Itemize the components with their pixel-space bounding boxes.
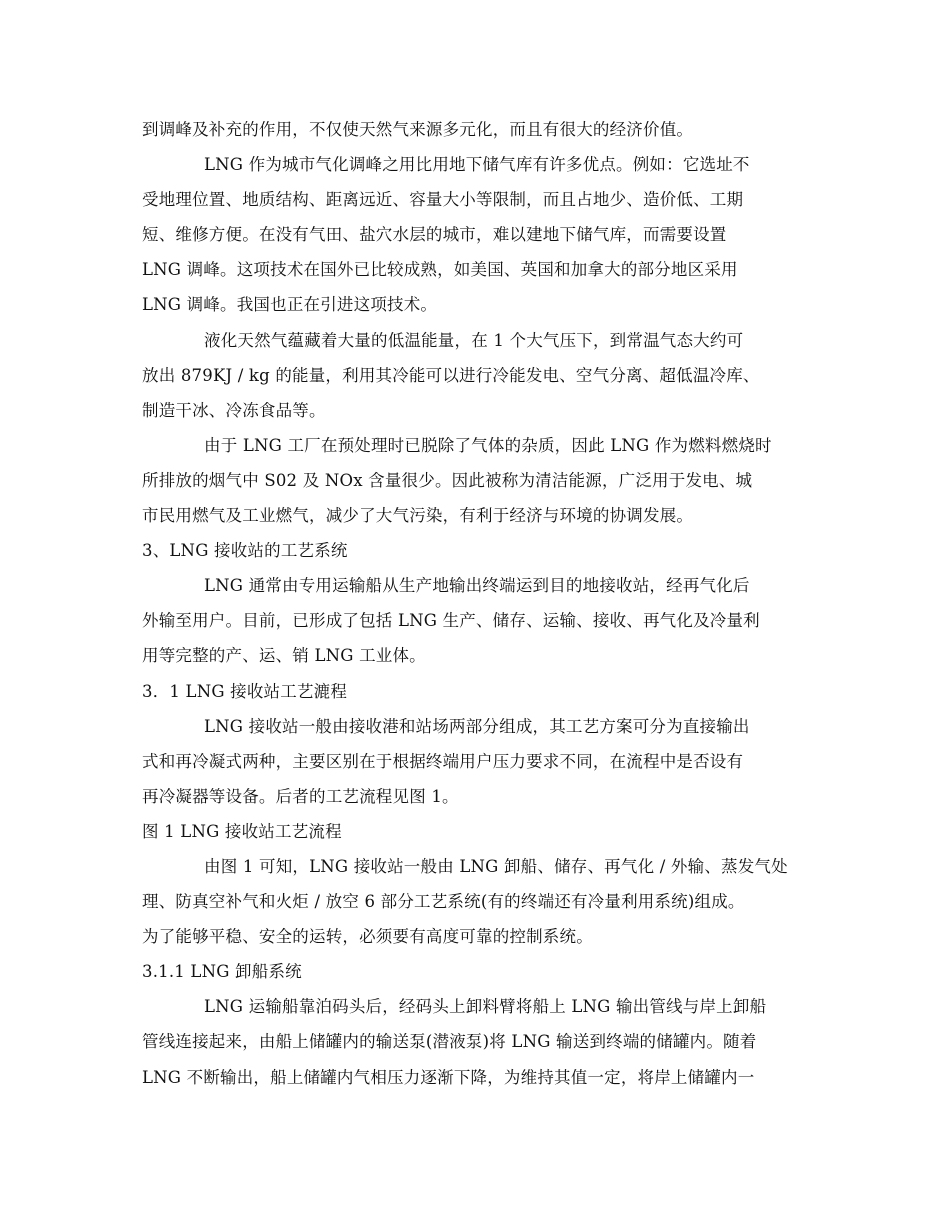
text-line: LNG 调峰。我国也正在引进这项技术。 bbox=[142, 295, 438, 315]
text-line: 用等完整的产、运、销 LNG 工业体。 bbox=[142, 646, 426, 666]
section-heading: 3、LNG 接收站的工艺系统 bbox=[142, 541, 348, 561]
text-line: LNG 调峰。这项技术在国外已比较成熟，如美国、英国和加拿大的部分地区采用 bbox=[142, 260, 738, 280]
text-line: 为了能够平稳、安全的运转，必须要有高度可靠的控制系统。 bbox=[142, 927, 593, 947]
text-line: LNG 通常由专用运输船从生产地输出终端运到目的地接收站，经再气化后 bbox=[204, 576, 750, 596]
text-line: LNG 作为城市气化调峰之用比用地下储气库有许多优点。例如：它选址不 bbox=[204, 155, 750, 175]
text-line: 所排放的烟气中 S02 及 NOx 含量很少。因此被称为清洁能源，广泛用于发电、城 bbox=[142, 470, 753, 490]
text-line: 受地理位置、地质结构、距离远近、容量大小等限制，而且占地少、造价低、工期 bbox=[142, 190, 744, 210]
text-line: 制造干冰、冷冻食品等。 bbox=[142, 400, 326, 420]
text-line: 市民用燃气及工业燃气，减少了大气污染，有利于经济与环境的协调发展。 bbox=[142, 506, 694, 526]
text-line: LNG 接收站一般由接收港和站场两部分组成，其工艺方案可分为直接输出 bbox=[204, 716, 750, 736]
text-line: 再冷凝器等设备。后者的工艺流程见图 1。 bbox=[142, 786, 459, 806]
text-line: 管线连接起来，由船上储罐内的输送泵(潜液泵)将 LNG 输送到终端的储罐内。随着 bbox=[142, 1032, 757, 1052]
section-heading: 3．1 LNG 接收站工艺漉程 bbox=[142, 681, 348, 701]
text-line: 外输至用户。目前，已形成了包括 LNG 生产、储存、运输、接收、再气化及冷量利 bbox=[142, 611, 760, 631]
text-line: 理、防真空补气和火炬 / 放空 6 部分工艺系统(有的终端还有冷量利用系统)组成。 bbox=[142, 892, 745, 912]
text-line: LNG 运输船靠泊码头后，经码头上卸料臂将船上 LNG 输出管线与岸上卸船 bbox=[204, 997, 767, 1017]
text-line: 由图 1 可知，LNG 接收站一般由 LNG 卸船、储存、再气化 / 外输、蒸发气处 bbox=[204, 856, 788, 876]
section-heading: 3.1.1 LNG 卸船系统 bbox=[142, 962, 302, 982]
text-line: LNG 不断输出，船上储罐内气相压力逐渐下降，为维持其值一定，将岸上储罐内一 bbox=[142, 1067, 755, 1087]
document-body bbox=[142, 112, 812, 1095]
text-line: 短、维修方便。在没有气田、盐穴水层的城市，难以建地下储气库，而需要设置 bbox=[142, 225, 727, 245]
text-line: 放出 879KJ / kg 的能量，利用其冷能可以进行冷能发电、空气分离、超低温冷库、 bbox=[142, 365, 760, 385]
text-line: 到调峰及补充的作用，不仅使天然气来源多元化，而且有很大的经济价值。 bbox=[142, 120, 694, 139]
text-line: 式和再冷凝式两种，主要区别在于根据终端用户压力要求不同，在流程中是否设有 bbox=[142, 751, 744, 771]
text-line: 由于 LNG 工厂在预处理时已脱除了气体的杂质，因此 LNG 作为燃料燃烧时 bbox=[204, 435, 772, 455]
text-line: 液化天然气蕴藏着大量的低温能量，在 1 个大气压下，到常温气态大约可 bbox=[204, 330, 744, 350]
figure-caption: 图 1 LNG 接收站工艺流程 bbox=[142, 821, 342, 841]
